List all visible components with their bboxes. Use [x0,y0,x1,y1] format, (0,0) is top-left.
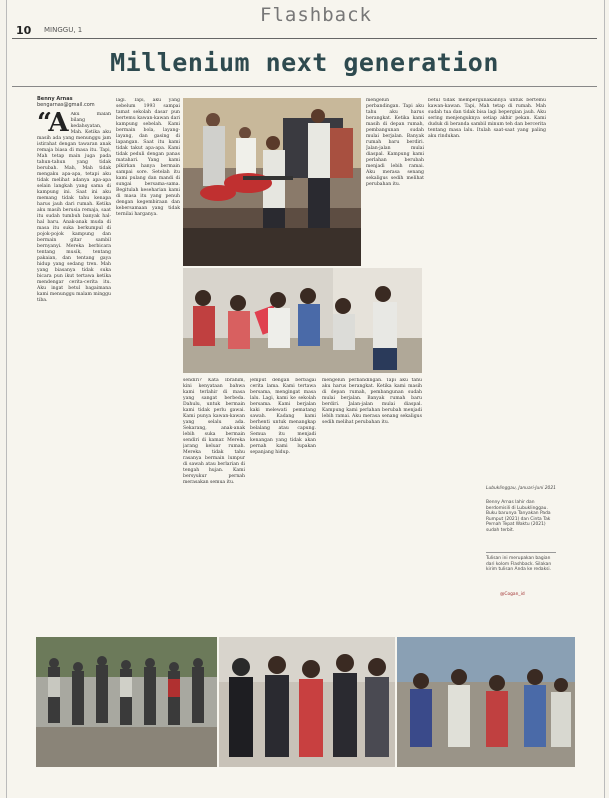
friends-photo-image [183,268,422,373]
sign-off: Lubuklinggau, Januari-Juni 2021 [486,486,556,491]
street-photo [36,637,217,767]
outdoor-group-photo [397,637,575,767]
headline: Millenium next generation [110,48,499,77]
note-separator [486,552,556,553]
column-6-text: betul tidak mempergunakannya untuk bertemu kawan-kawan. Tapi, Mah tetap di rumah. Mah sudah tua dan tidak bisa lagi bepergian jauh. Aku sering menjenguknya setiap akhir pekan. Kami duduk di beranda sambil minum teh dan bercerita tentang masa lalu. Itulah saat-saat yang paling aku rindukan. [428,98,546,139]
drop-cap: “A [37,112,69,138]
page-day: MINGGU, 1 [44,26,83,34]
article-column-2 [116,98,180,474]
article-column-5 [366,98,424,266]
column-3-text: sendiri? Kata Ibrahim, kini kenyataan bahwa kami terlahir di masa yang sangat berbeda. Dahulu, untuk bermain kami tidak perlu gawai. Kami punya kawan-kawan yang selalu ada. Sekarang, anak-anak lebih suka bermain sendiri di kamar. Mereka jarang keluar rumah. Mereka tidak tahu rasanya bermain lumpur di sawah atau berlarian di tengah hujan. Kami bersyukur pernah merasakan semua itu. [183,378,245,485]
author-name: Benny Arnas [37,96,73,102]
contact-note: Tulisan ini merupakan bagian dari kolom Flashback. Silakan kirim tulisan Anda ke redaksi. [486,556,552,573]
friends-photo [183,268,422,373]
column-5-text: mengeluh perbandingan. Tapi aku tahu aku harus berangkat. Ketika kami masih di depan rumah, pembangunan sudah mulai berjalan. Banyak rumah baru berdiri. Jalan-jalan mulai diaspal. Kampung kami perlahan berubah menjadi lebih ramai. Aku merasa senang sekaligus sedih melihat perubahan itu. [366,98,424,187]
group-portrait-image [219,637,395,767]
article-column-6 [428,98,546,476]
byline [37,96,95,108]
page-number: 10 [16,24,32,37]
band-photo [183,98,361,266]
author-email: bengarnas@gmail.com [37,102,95,108]
article-column-3 [183,378,245,628]
author-note: Benny Arnas lahir dan berdomisili di Lubuklinggau. Buku barunya Tanyakan Pada Rumput (2021) dan Cinta Tak Pernah Tepat Waktu (2021) sudah terbit. [486,500,551,533]
outdoor-group-image [397,637,575,767]
article-column-1 [37,112,111,612]
social-handle: @Cogan_id [500,592,525,597]
article-column-5b [322,378,422,628]
column-5b-text: mengeluh perbandingan. Tapi aku tahu aku harus berangkat. Ketika kami masih di depan rumah, pembangunan sudah mulai berjalan. Banyak rumah baru berdiri. Jalan-jalan mulai diaspal. Kampung kami perlahan berubah menjadi lebih ramai. Aku merasa senang sekaligus sedih melihat perubahan itu. [322,378,422,425]
section-title: Flashback [260,4,372,26]
column-2-text: lagi. Tapi, aku yang sebelum 1993 sampai tamat sekolah dasar pun bertemu kawan-kawan dari kampung sebelah. Kami bermain bola, layang-layang, dan gasing di lapangan. Saat itu kami tidak takut apa-apa. Kami tidak peduli dengan panas matahari. Yang kami pikirkan hanya bermain sampai sore. Setelah itu kami pulang dan mandi di sungai bersama-sama. Begitulah keseharian kami di masa itu yang penuh dengan kegembiraan dan kebersamaan yang tidak ternilai harganya. [116,98,180,217]
headline-rule [12,86,597,87]
street-photo-image [36,637,217,767]
header-rule [12,38,597,39]
group-portrait-photo [219,637,395,767]
column-1-text: Aku malah bilang kedahsyatan, Mah. Ketika aku masih ada yang menunggu jam istirahat dengan tawaran anak remaja biasa di masa itu. Tapi, Mah tetap main juga pada tahun-tahun yang tidak berubah. Mah, Mah tidak mengaku apa-apa, tetapi aku tidak melihat adanya apa-apa selain langkah yang sama di kampung ini. Saat ini aku memang tidak tahu kenapa harus jauh dari rumah. Ketika aku masih berusia remaja, saat itu sudah tumbuh banyak hal-hal baru. Anak-anak muda di masa itu suka berkumpul di pojok-pojok kampung dan bermain gitar sambil bernyanyi. Mereka berbicara tentang musik, tentang pakaian, dan tentang gaya hidup yang sedang tren. Mah yang biasanya tidak suka bicara pun ikut tertawa ketika mendengar cerita-cerita itu. Aku ingat betul bagaimana kami menunggu malam minggu tiba. [37,112,111,303]
band-photo-image [183,98,361,266]
article-column-4 [250,378,316,628]
column-4-text: jemput dengan berbagai cerita lama. Kami tertawa bersama, mengingat masa lalu. Lagi, kami ke sekolah bersama. Kami berjalan kaki melewati pematang sawah. Kadang kami berhenti untuk menangkap belalang atau capung. Semua itu menjadi kenangan yang tidak akan pernah kami lupakan sepanjang hidup. [250,378,316,455]
